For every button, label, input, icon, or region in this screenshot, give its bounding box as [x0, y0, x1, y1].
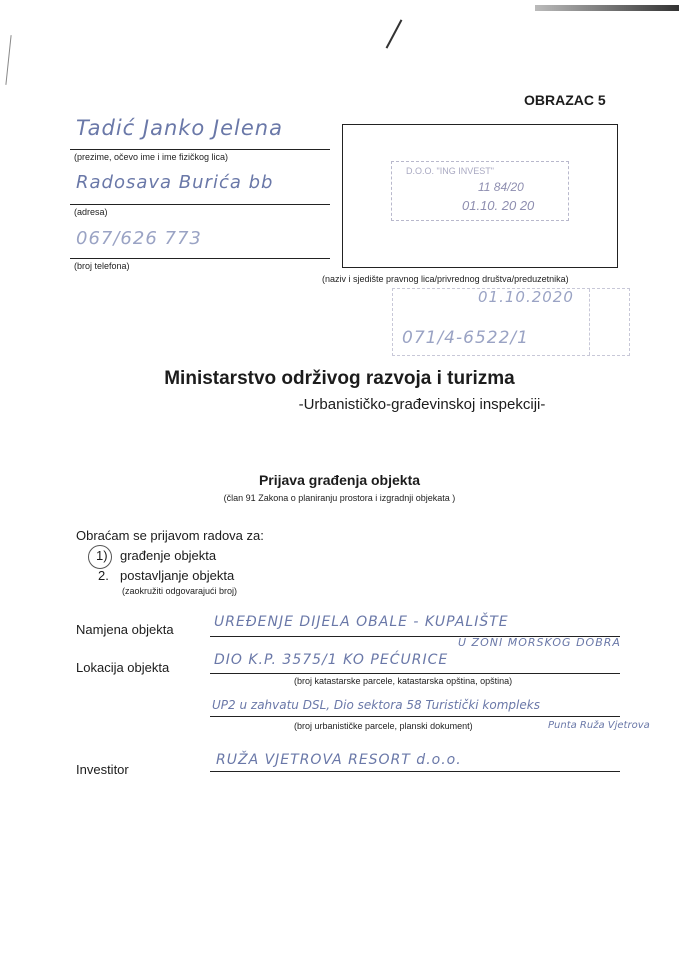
location-hint: (broj katastarske parcele, katastarska opština, opština)	[294, 676, 513, 686]
receipt-number: 071/4-6522/1	[402, 328, 529, 348]
investor-label: Investitor	[76, 762, 129, 777]
stamp-line-3: 01.10. 20 20	[462, 198, 535, 213]
ministry-title: Ministarstvo održivog razvoja i turizma	[164, 368, 515, 389]
urban-value-line2: Punta Ruža Vjetrova	[548, 720, 650, 731]
option-2-num: 2.	[98, 568, 109, 583]
applicant-phone-label: (broj telefona)	[74, 261, 130, 271]
applicant-phone-line	[70, 258, 330, 259]
report-subtitle: (član 91 Zakona o planiranju prostora i izgradnji objekata )	[223, 493, 456, 503]
applicant-name-value: Tadić Janko Jelena	[76, 116, 283, 140]
option-1-num: 1)	[96, 548, 108, 563]
receipt-stamp-divider	[589, 289, 591, 355]
company-box	[342, 124, 618, 268]
options-note: (zaokružiti odgovarajući broj)	[122, 586, 238, 596]
location-label: Lokacija objekta	[76, 660, 170, 675]
pen-stroke-top	[386, 19, 403, 48]
location-value: DIO K.P. 3575/1 KO PEĆURICE	[214, 652, 449, 668]
receipt-date: 01.10.2020	[478, 288, 574, 306]
purpose-label: Namjena objekta	[76, 622, 174, 637]
purpose-value-line2: U ZONI MORSKOG DOBRA	[458, 636, 621, 649]
pen-stroke-left	[5, 35, 11, 85]
stamp-line-2: 11 84/20	[478, 180, 524, 194]
urban-hint: (broj urbanističke parcele, planski dokument)	[294, 721, 473, 731]
scan-mark-top-right	[535, 5, 679, 11]
stamp-line-1: D.O.O. "ING INVEST"	[406, 166, 494, 176]
location-line	[210, 673, 620, 674]
form-code: OBRAZAC 5	[524, 92, 606, 108]
option-1-label: građenje objekta	[120, 548, 217, 563]
applicant-address-value: Radosava Burića bb	[76, 172, 274, 193]
applicant-address-label: (adresa)	[74, 207, 108, 217]
applicant-name-line	[70, 149, 330, 150]
urban-line	[210, 716, 620, 717]
applicant-address-line	[70, 204, 330, 205]
applicant-name-label: (prezime, očevo ime i ime fizičkog lica)	[74, 152, 229, 162]
urban-value-line1: UP2 u zahvatu DSL, Dio sektora 58 Turistički kompleks	[212, 698, 540, 712]
report-title: Prijava građenja objekta	[258, 472, 421, 488]
investor-line	[210, 771, 620, 772]
option-2-label: postavljanje objekta	[120, 568, 235, 583]
company-stamp	[391, 161, 569, 221]
company-box-label: (naziv i sjedište pravnog lica/privrednog društva/preduzetnika)	[322, 274, 569, 284]
applicant-phone-value: 067/626 773	[76, 228, 202, 249]
purpose-value-line1: UREĐENJE DIJELA OBALE - KUPALIŠTE	[214, 614, 509, 630]
investor-value: RUŽA VJETROVA RESORT d.o.o.	[216, 752, 462, 768]
options-intro: Obraćam se prijavom radova za:	[76, 528, 264, 543]
ministry-subtitle: -Urbanističko-građevinskoj inspekciji-	[298, 396, 546, 413]
